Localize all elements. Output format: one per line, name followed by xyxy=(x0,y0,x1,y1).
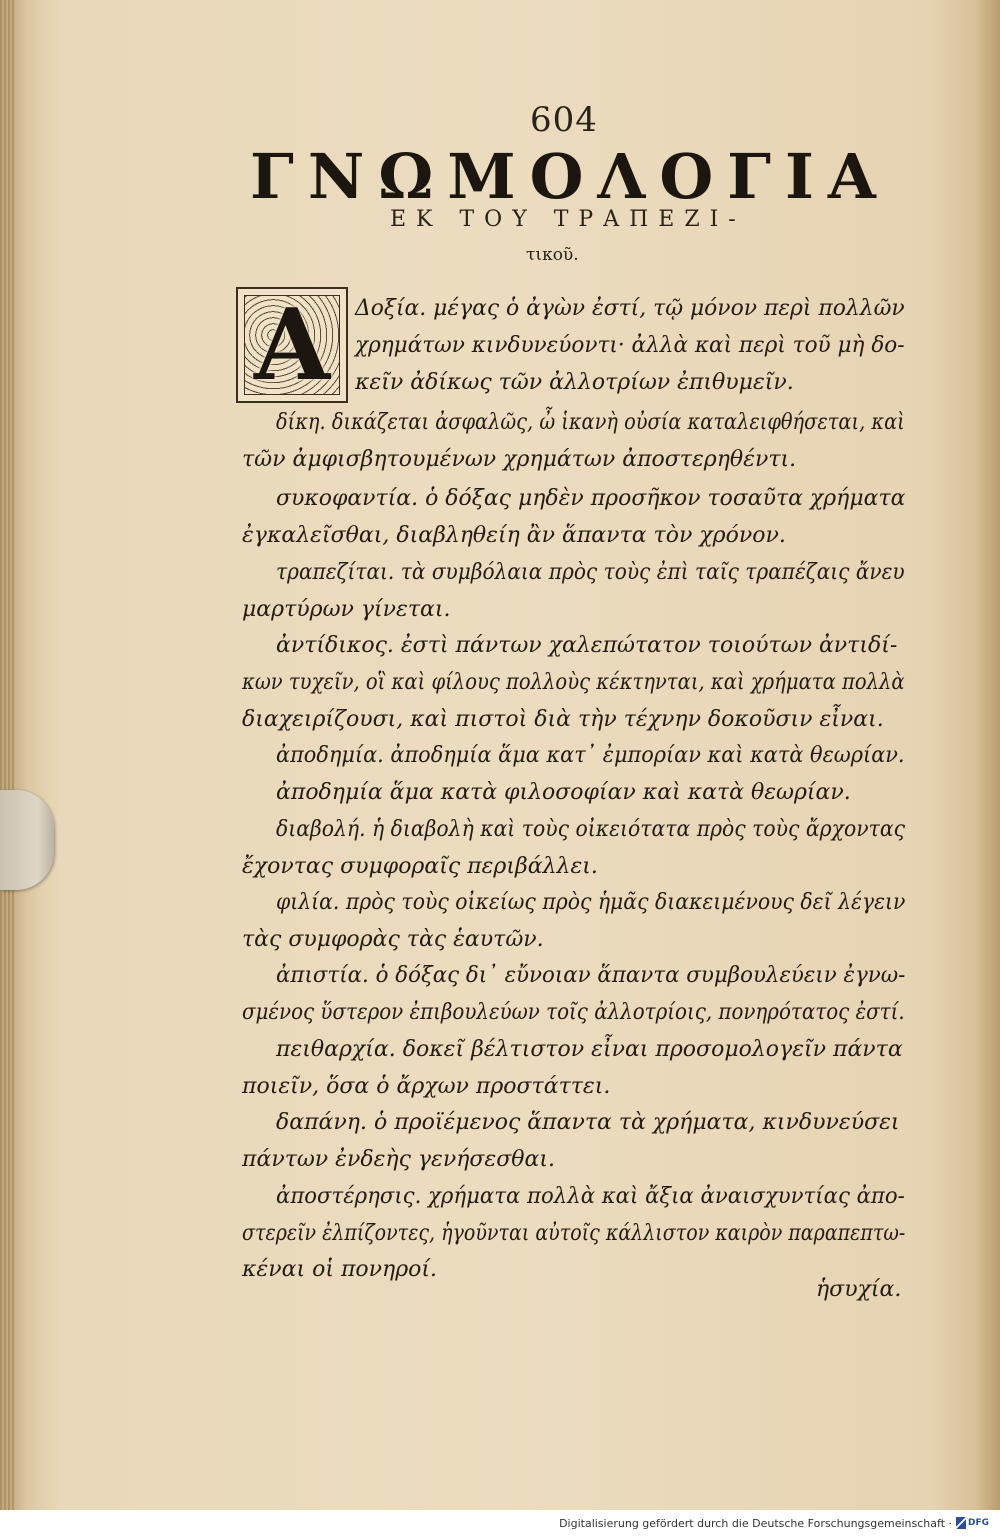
text-line: ποιεῖν, ὅσα ὁ ἄρχων προστάττει. xyxy=(242,1074,611,1099)
text-line: τὰς συμφορὰς τὰς ἑαυτῶν. xyxy=(242,927,544,952)
text-line: σμένος ὕστερον ἐπιβουλεύων τοῖς ἀλλοτρίοις, πονηρότατος ἐστί. xyxy=(242,1000,905,1025)
text-line: στερεῖν ἐλπίζοντες, ἡγοῦνται αὐτοῖς κάλλιστον καιρὸν παραπεπτω- xyxy=(242,1221,906,1246)
text-line: Δοξία. μέγας ὁ ἀγὼν ἐστί, τῷ μόνον περὶ πολλῶν xyxy=(355,296,905,321)
text-line: ἀποδημία ἅμα κατὰ φιλοσοφίαν καὶ κατὰ θεωρίαν. xyxy=(276,780,851,805)
text-line: πειθαρχία. δοκεῖ βέλτιστον εἶναι προσομολογεῖν πάντα xyxy=(276,1037,903,1062)
text-line: κων τυχεῖν, οἳ καὶ φίλους πολλοὺς κέκτηνται, καὶ χρήματα πολλὰ xyxy=(242,670,905,695)
page-clip xyxy=(0,790,54,890)
text-line: κέναι οἱ πονηροί. xyxy=(242,1257,438,1282)
dfg-logo-text: DFG xyxy=(968,1518,990,1528)
text-line: συκοφαντία. ὁ δόξας μηδὲν προσῆκον τοσαῦτα χρήματα xyxy=(276,486,906,511)
text-line: χρημάτων κινδυνεύοντι· ἀλλὰ καὶ περὶ τοῦ μὴ δο- xyxy=(355,333,905,358)
subtitle-line-1: ΕΚ ΤΟΥ ΤΡΑΠΕΖΙ- xyxy=(390,207,746,232)
text-line: ἀπιστία. ὁ δόξας δι᾽ εὔνοιαν ἅπαντα συμβουλεύειν ἐγνω- xyxy=(276,963,906,988)
text-line: ἀποδημία. ἀποδημία ἅμα κατ᾽ ἐμπορίαν καὶ κατὰ θεωρίαν. xyxy=(276,743,905,768)
text-line: δαπάνη. ὁ προϊέμενος ἅπαντα τὰ χρήματα, κινδυνεύσει xyxy=(276,1110,900,1135)
text-line: φιλία. πρὸς τοὺς οἰκείως πρὸς ἡμᾶς διακειμένους δεῖ λέγειν xyxy=(276,890,906,915)
text-line: ἀποστέρησις. χρήματα πολλὰ καὶ ἄξια ἀναισχυντίας ἀπο- xyxy=(276,1184,905,1209)
text-line: τραπεζίται. τὰ συμβόλαια πρὸς τοὺς ἐπὶ ταῖς τραπέζαις ἄνευ xyxy=(276,560,905,585)
dfg-logo xyxy=(956,1516,994,1530)
ornamental-initial xyxy=(236,287,348,403)
page-title: ΓΝΩΜΟΛΟΓΙΑ xyxy=(250,140,890,213)
initial-letter: Α xyxy=(253,287,331,403)
text-line: διαβολή. ἡ διαβολὴ καὶ τοὺς οἰκειότατα πρὸς τοὺς ἄρχοντας xyxy=(276,817,905,842)
digitization-footer xyxy=(0,1510,1000,1536)
text-line: τῶν ἀμφισβητουμένων χρημάτων ἀποστερηθέντι. xyxy=(242,447,797,472)
text-line: ἀντίδικος. ἐστὶ πάντων χαλεπώτατον τοιούτων ἀντιδί- xyxy=(276,633,898,658)
text-line: κεῖν ἀδίκως τῶν ἀλλοτρίων ἐπιθυμεῖν. xyxy=(355,370,794,395)
funding-credit: Digitalisierung gefördert durch die Deutsche Forschungsgemeinschaft · xyxy=(559,1517,952,1530)
page-number: 604 xyxy=(530,100,598,140)
text-line: ἐγκαλεῖσθαι, διαβληθείη ἂν ἅπαντα τὸν χρόνον. xyxy=(242,523,786,548)
subtitle-line-2: τικοῦ. xyxy=(526,245,579,265)
page-edge-stack xyxy=(0,0,14,1510)
dfg-logo-icon xyxy=(956,1517,966,1529)
text-line: ἔχοντας συμφοραῖς περιβάλλει. xyxy=(242,854,598,879)
text-line: πάντων ἐνδεὴς γενήσεσθαι. xyxy=(242,1147,555,1172)
catchword: ἡσυχία. xyxy=(816,1277,902,1302)
text-line: μαρτύρων γίνεται. xyxy=(242,597,451,622)
text-line: δίκη. δικάζεται ἀσφαλῶς, ὦ ἱκανὴ οὐσία καταλειφθήσεται, καὶ xyxy=(276,410,905,435)
text-line: διαχειρίζουσι, καὶ πιστοὶ διὰ τὴν τέχνην δοκοῦσιν εἶναι. xyxy=(242,707,884,732)
